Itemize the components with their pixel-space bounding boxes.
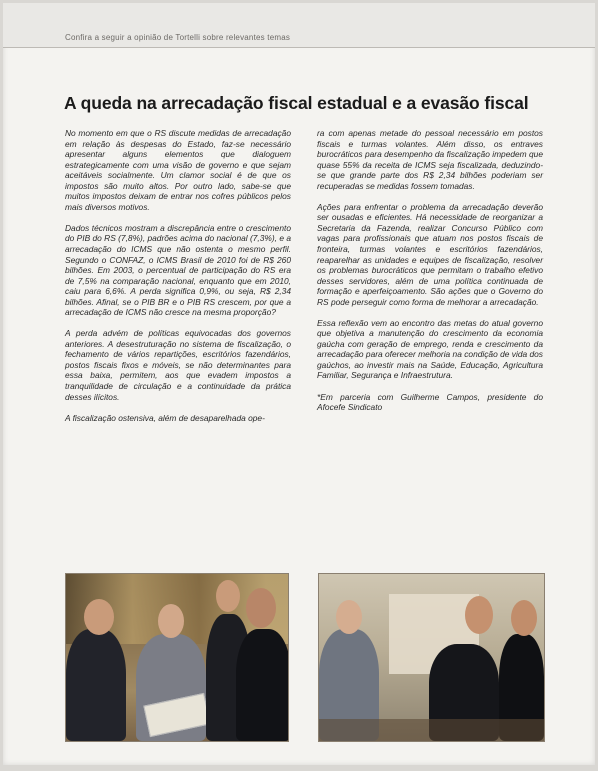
- paragraph: No momento em que o RS discute medidas de arrecadação em relação às despesas do Estado, faz-se necessário apresentar alguns elementos que dialoguem estrategicamente com uma visão de governo e que sejam aceitáveis socialmente. Um clamor social é de que os impostos são muito altos. Por outro lado, sabe-se que muitos impostos deixam de entrar nos cofres públicos pelos mais diversos motivos.: [65, 128, 291, 212]
- author-note: *Em parceria com Guilherme Campos, presidente do Afocefe Sindicato: [317, 391, 543, 413]
- magazine-page: [3, 3, 595, 765]
- article-column-left: [65, 128, 291, 434]
- paragraph: ra com apenas metade do pessoal necessário em postos fiscais e turmas volantes. Além disso, os entraves burocráticos para desempenho da fiscalização impedem que quase 55% da receita de ICMS seja fiscalizada, deduzindo-se que grande parte dos R$ 2,34 bilhões poderiam ser recuperadas se medidas fossem tomadas.: [317, 128, 543, 191]
- paragraph: A fiscalização ostensiva, além de desaparelhada ope-: [65, 412, 265, 423]
- paragraph: Dados técnicos mostram a discrepância entre o crescimento do PIB do RS (7,8%), padrões acima do nacional (7,3%), e a arrecadação do ICMS que não ostenta o mesmo perfil. Segundo o CONFAZ, o ICMS Brasil de 2010 foi de R$ 260 bilhões. Em 2003, o percentual de participação do RS era de 7,5% na comparação nacional, enquanto que em 2010, caiu para 6,6%. A perda significa 0,9%, ou seja, R$ 2,34 bilhões. Afinal, se o PIB BR e o PIB RS crescem, por que a arrecadação de ICMS não cresce na mesma proporção?: [65, 222, 291, 318]
- photo-meeting-right: [318, 573, 545, 742]
- photo-meeting-left: [65, 573, 289, 742]
- page-header: [3, 3, 595, 48]
- paragraph: Ações para enfrentar o problema da arrecadação deverão ser ousadas e eficientes. Há necessidade de reorganizar a Secretaria da Fazenda, realizar Concurso Público com vagas para profissionais que atuam nos postos fiscais de fronteira, turmas volantes e escritórios fazendários, reaparelhar as unidades e equipes de fiscalização, resolver os problemas burocráticos que permitam o trabalho efetivo desses servidores, além de uma política continuada de formação e aperfeiçoamento. São ações que o Governo do RS pode perseguir como forma de melhorar a arrecadação.: [317, 201, 543, 307]
- paragraph: A perda advém de políticas equivocadas dos governos anteriores. A desestruturação no sistema de fiscalização, o fechamento de vários repartições, escritórios fazendários, postos fiscais fixos e móveis, se não determinantes para essa baixa, permitem, aos que evadem impostos a tranquilidade de circulação e a continuidade da prática desses ilícitos.: [65, 328, 291, 402]
- header-text: Confira a seguir a opinião de Tortelli sobre relevantes temas: [65, 33, 291, 42]
- paragraph: Essa reflexão vem ao encontro das metas do atual governo que objetiva a manutenção do crescimento da economia gaúcha com geração de emprego, renda e crescimento da arrecadação para oferecer melhoria na condição de vida dos gaúchos, ao investir mais na Saúde, Educação, Agricultura Familiar, Segurança e Infraestrutura.: [317, 317, 543, 381]
- article-title: A queda na arrecadação fiscal estadual e a evasão fiscal: [64, 93, 529, 113]
- article-column-right: [317, 128, 543, 423]
